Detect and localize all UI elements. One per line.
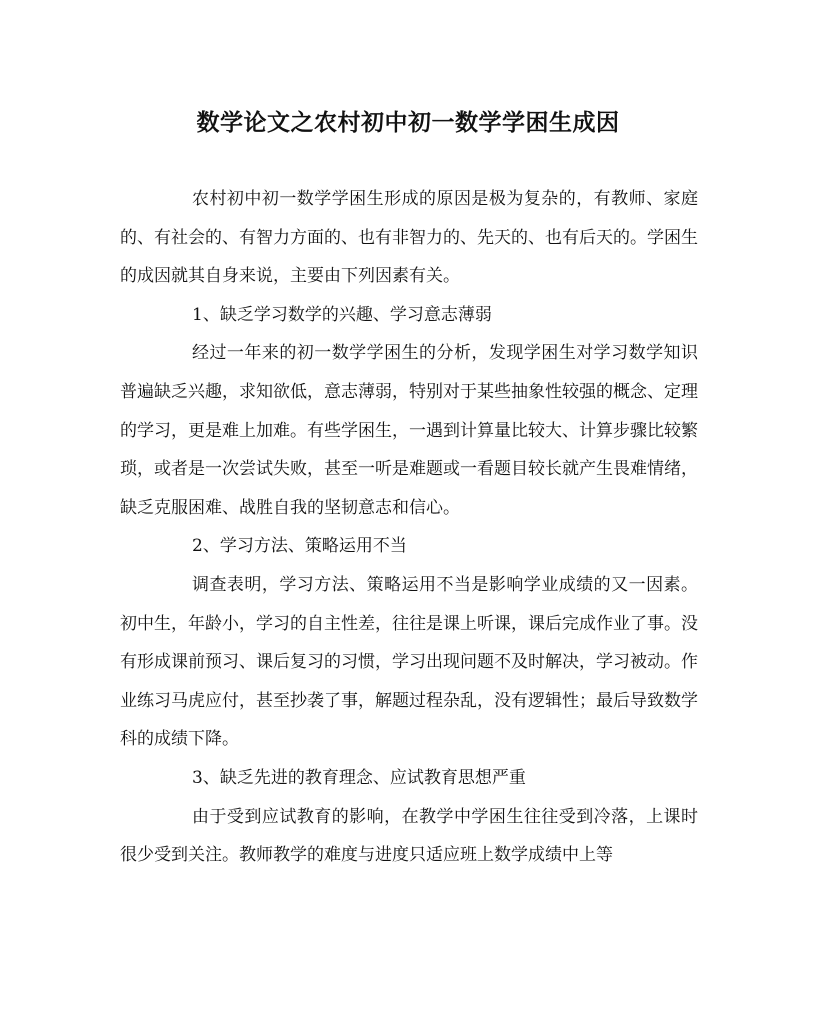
section-heading-1: 1、缺乏学习数学的兴趣、学习意志薄弱 (192, 304, 492, 325)
paragraph-section-1: 经过一年来的初一数学学困生的分析，发现学困生对学习数学知识普遍缺乏兴趣，求知欲低，意志薄弱，特别对于某些抽象性较强的概念、定理的学习，更是难上加难。有些学困生，一遇到计算量比较大、计算步骤比较繁琐，或者是一次尝试失败，甚至一听是难题或一看题目较长就产生畏难情绪，缺乏克服困难、战胜自我的坚韧意志和信心。 (120, 343, 698, 518)
section-heading-2: 2、学习方法、策略运用不当 (192, 536, 407, 557)
section-heading-3: 3、缺乏先进的教育理念、应试教育思想严重 (192, 767, 526, 788)
paragraph-section-3: 由于受到应试教育的影响，在教学中学困生往往受到冷落，上课时很少受到关注。教师教学的难度与进度只适应班上数学成绩中上等 (120, 806, 698, 866)
document-body (120, 180, 698, 875)
document-title: 数学论文之农村初中初一数学学困生成因 (196, 109, 620, 136)
paragraph-intro: 农村初中初一数学学困生形成的原因是极为复杂的，有教师、家庭的、有社会的、有智力方面的、也有非智力的、先天的、也有后天的。学困生的成因就其自身来说，主要由下列因素有关。 (120, 189, 698, 287)
paragraph-section-2: 调查表明，学习方法、策略运用不当是影响学业成绩的又一因素。初中生，年龄小，学习的自主性差，往往是课上听课，课后完成作业了事。没有形成课前预习、课后复习的习惯，学习出现问题不及时解决，学习被动。作业练习马虎应付，甚至抄袭了事，解题过程杂乱，没有逻辑性；最后导致数学科的成绩下降。 (120, 574, 698, 750)
